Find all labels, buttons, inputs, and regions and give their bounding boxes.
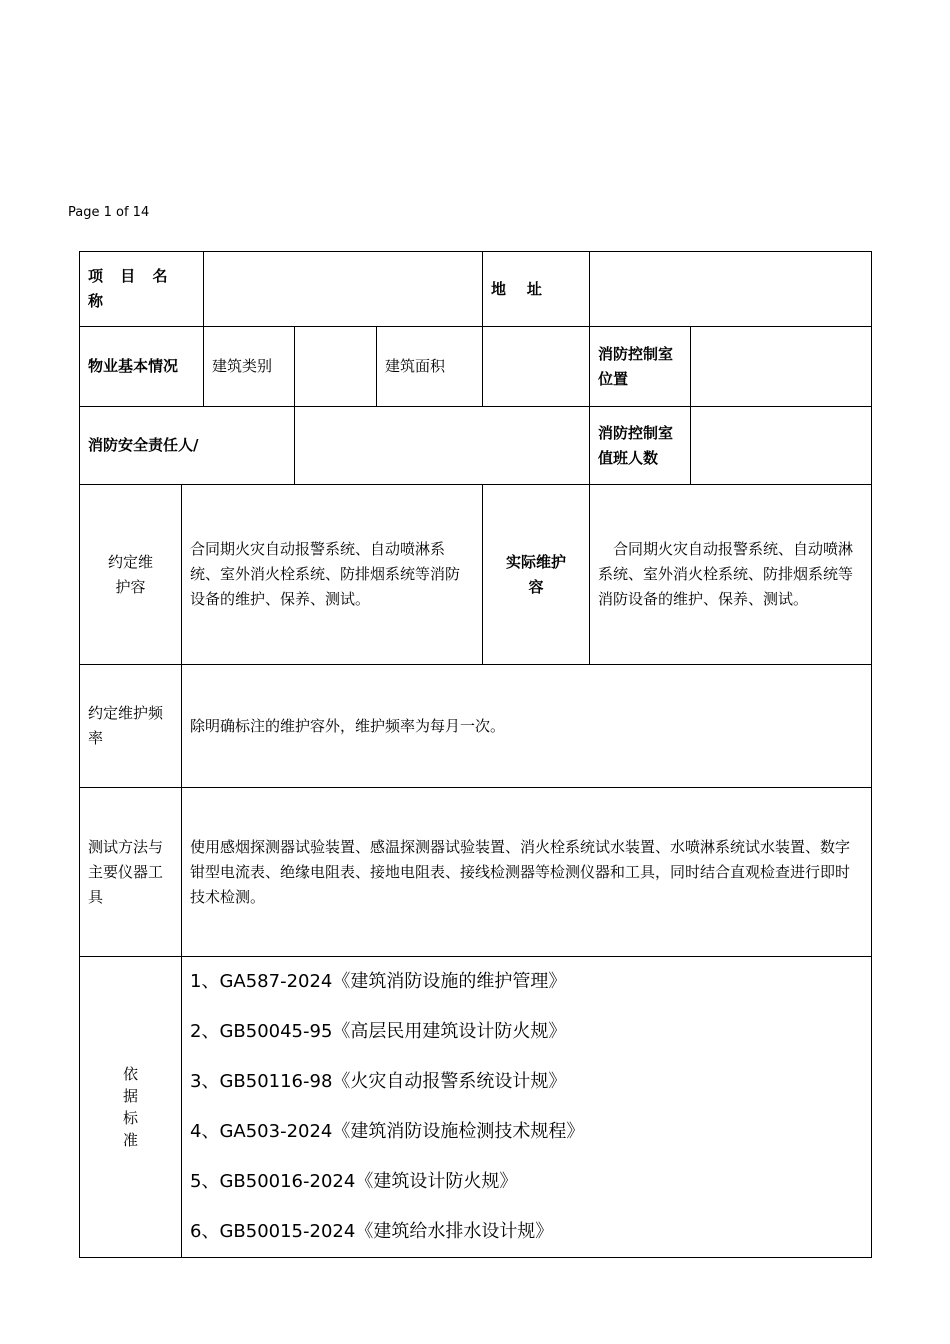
test-method-text: 使用感烟探测器试验装置、感温探测器试验装置、消火栓系统试水装置、水喷淋系统试水装置、数字钳型电流表、绝缘电阻表、接地电阻表、接线检测器等检测仪器和工具，同时结合直观检查进行即时技术检测。 [182, 788, 872, 957]
building-area-label: 建筑面积 [377, 327, 483, 407]
frequency-label: 约定维护频率 [80, 665, 182, 788]
building-type-label: 建筑类别 [204, 327, 295, 407]
standards-label-char: 准 [122, 1131, 138, 1149]
standards-label-char: 标 [122, 1109, 138, 1127]
standard-item: 2、GB50045-95《高层民用建筑设计防火规》 [190, 1021, 567, 1042]
agreed-content-text: 合同期火灾自动报警系统、自动喷淋系统、室外消火栓系统、防排烟系统等消防设备的维护、保养、测试。 [182, 485, 483, 665]
agreed-content-label: 约定维护容 [80, 485, 182, 665]
building-type-value[interactable] [295, 327, 377, 407]
standard-item: 1、GA587-2024《建筑消防设施的维护管理》 [190, 971, 567, 992]
standards-label [80, 957, 182, 1258]
row-project [80, 252, 872, 327]
actual-content-text: 合同期火灾自动报警系统、自动喷淋系统、室外消火栓系统、防排烟系统等消防设备的维护、保养、测试。 [590, 485, 872, 665]
row-test-method [80, 788, 872, 957]
control-room-location-value[interactable] [691, 327, 872, 407]
actual-content-label: 实际维护容 [483, 485, 590, 665]
standards-label-char: 依 [122, 1065, 138, 1083]
maintenance-form-table [79, 251, 872, 1258]
building-area-value[interactable] [483, 327, 590, 407]
safety-person-value[interactable] [295, 407, 590, 485]
row-property [80, 327, 872, 407]
project-name-label: 项 目 名 称 [80, 252, 204, 327]
standard-item: 6、GB50015-2024《建筑给水排水设计规》 [190, 1221, 554, 1242]
safety-person-label: 消防安全责任人/ [80, 407, 295, 485]
standard-item: 4、GA503-2024《建筑消防设施检测技术规程》 [190, 1121, 585, 1142]
page-number: Page 1 of 14 [68, 205, 150, 220]
address-label: 地 址 [483, 252, 590, 327]
address-value[interactable] [590, 252, 872, 327]
control-room-location-label: 消防控制室位置 [590, 327, 691, 407]
row-safety [80, 407, 872, 485]
row-content [80, 485, 872, 665]
project-name-value[interactable] [204, 252, 483, 327]
standards-list [182, 957, 872, 1258]
property-info-label: 物业基本情况 [80, 327, 204, 407]
standard-item: 3、GB50116-98《火灾自动报警系统设计规》 [190, 1071, 567, 1092]
row-frequency [80, 665, 872, 788]
control-room-staff-label: 消防控制室值班人数 [590, 407, 691, 485]
test-method-label: 测试方法与主要仪器工具 [80, 788, 182, 957]
standards-label-char: 据 [122, 1087, 138, 1105]
standard-item: 5、GB50016-2024《建筑设计防火规》 [190, 1171, 518, 1192]
control-room-staff-value[interactable] [691, 407, 872, 485]
row-standards [80, 957, 872, 1258]
frequency-text: 除明确标注的维护容外，维护频率为每月一次。 [182, 665, 872, 788]
